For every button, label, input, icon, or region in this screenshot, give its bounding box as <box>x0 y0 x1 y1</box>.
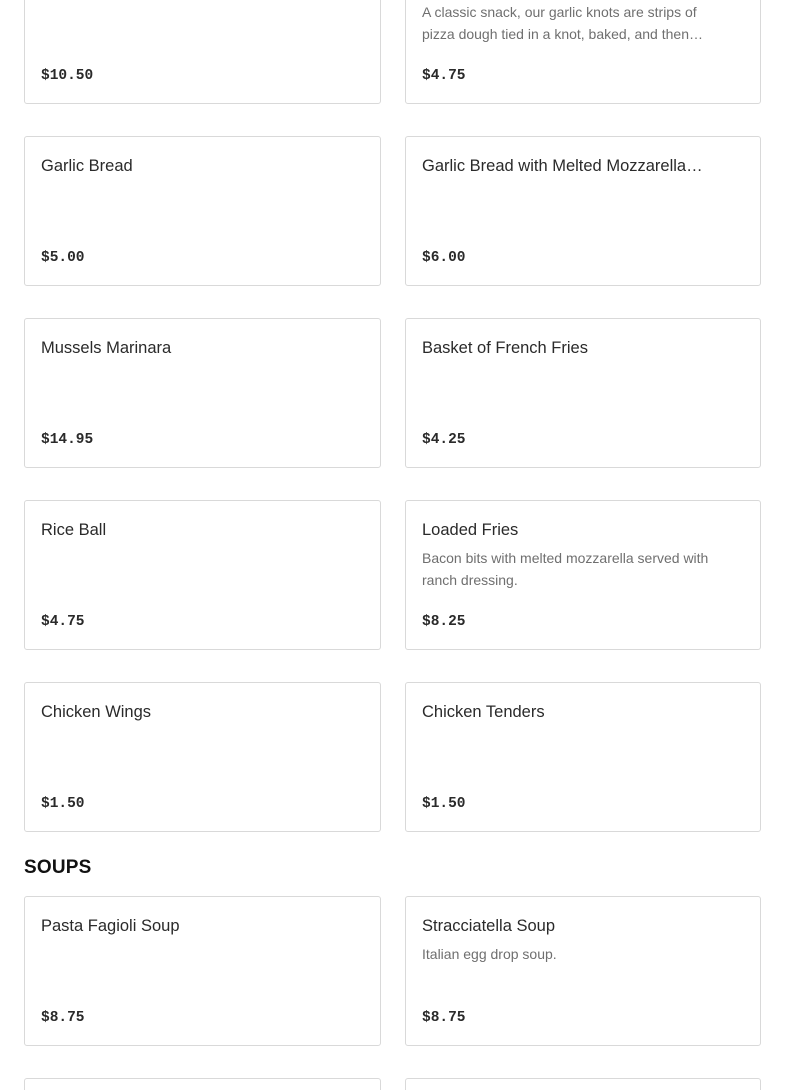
menu-item-card[interactable] <box>24 136 381 286</box>
menu-item-name: Basket of French Fries <box>422 339 588 357</box>
menu-item-card[interactable] <box>405 0 761 104</box>
menu-item-name: Stracciatella Soup <box>422 917 555 935</box>
appetizers-grid <box>24 0 761 832</box>
menu-item-price: $14.95 <box>41 432 94 448</box>
menu-item-card[interactable] <box>24 500 381 650</box>
section-title-soups: SOUPS <box>24 857 92 878</box>
menu-item-name: Rice Ball <box>41 521 107 539</box>
menu-item-card[interactable] <box>24 318 381 468</box>
menu-item-card[interactable] <box>405 136 761 286</box>
menu-item-price: $6.00 <box>422 250 466 266</box>
menu-item-card[interactable] <box>405 682 761 832</box>
menu-item-price: $8.75 <box>41 1010 85 1026</box>
menu-item-card[interactable] <box>24 896 381 1046</box>
menu-item-price: $5.00 <box>41 250 85 266</box>
menu-item-price: $10.50 <box>41 68 94 84</box>
menu-item-description: A classic snack, our garlic knots are strips of pizza dough tied in a knot, baked, and then… <box>422 4 703 42</box>
soups-grid <box>24 896 761 1090</box>
menu-item-name: Garlic Bread with Melted Mozzarella… <box>422 157 703 175</box>
menu-item-card[interactable] <box>24 1078 381 1090</box>
menu-item-price: $8.75 <box>422 1010 466 1026</box>
menu-item-price: $1.50 <box>422 796 466 812</box>
menu-item-price: $8.25 <box>422 614 466 630</box>
menu-item-card[interactable] <box>405 318 761 468</box>
menu-item-name: Garlic Bread <box>41 157 133 175</box>
menu-item-name: Loaded Fries <box>422 521 519 539</box>
menu-item-card[interactable] <box>405 896 761 1046</box>
menu-item-name: Chicken Wings <box>41 703 152 721</box>
menu-item-card[interactable] <box>24 0 381 104</box>
menu-item-name: Mussels Marinara <box>41 339 172 357</box>
menu-item-name: Chicken Tenders <box>422 703 545 721</box>
menu-item-description: Italian egg drop soup. <box>422 946 557 962</box>
menu-item-description: Bacon bits with melted mozzarella served with ranch dressing. <box>422 550 709 588</box>
menu-item-card[interactable] <box>405 500 761 650</box>
menu-item-card[interactable] <box>405 1078 761 1090</box>
menu-item-name: Pasta Fagioli Soup <box>41 917 180 935</box>
menu-item-price: $1.50 <box>41 796 85 812</box>
menu-item-price: $4.75 <box>422 68 466 84</box>
menu-item-card[interactable] <box>24 682 381 832</box>
menu-item-price: $4.25 <box>422 432 466 448</box>
menu-item-price: $4.75 <box>41 614 85 630</box>
